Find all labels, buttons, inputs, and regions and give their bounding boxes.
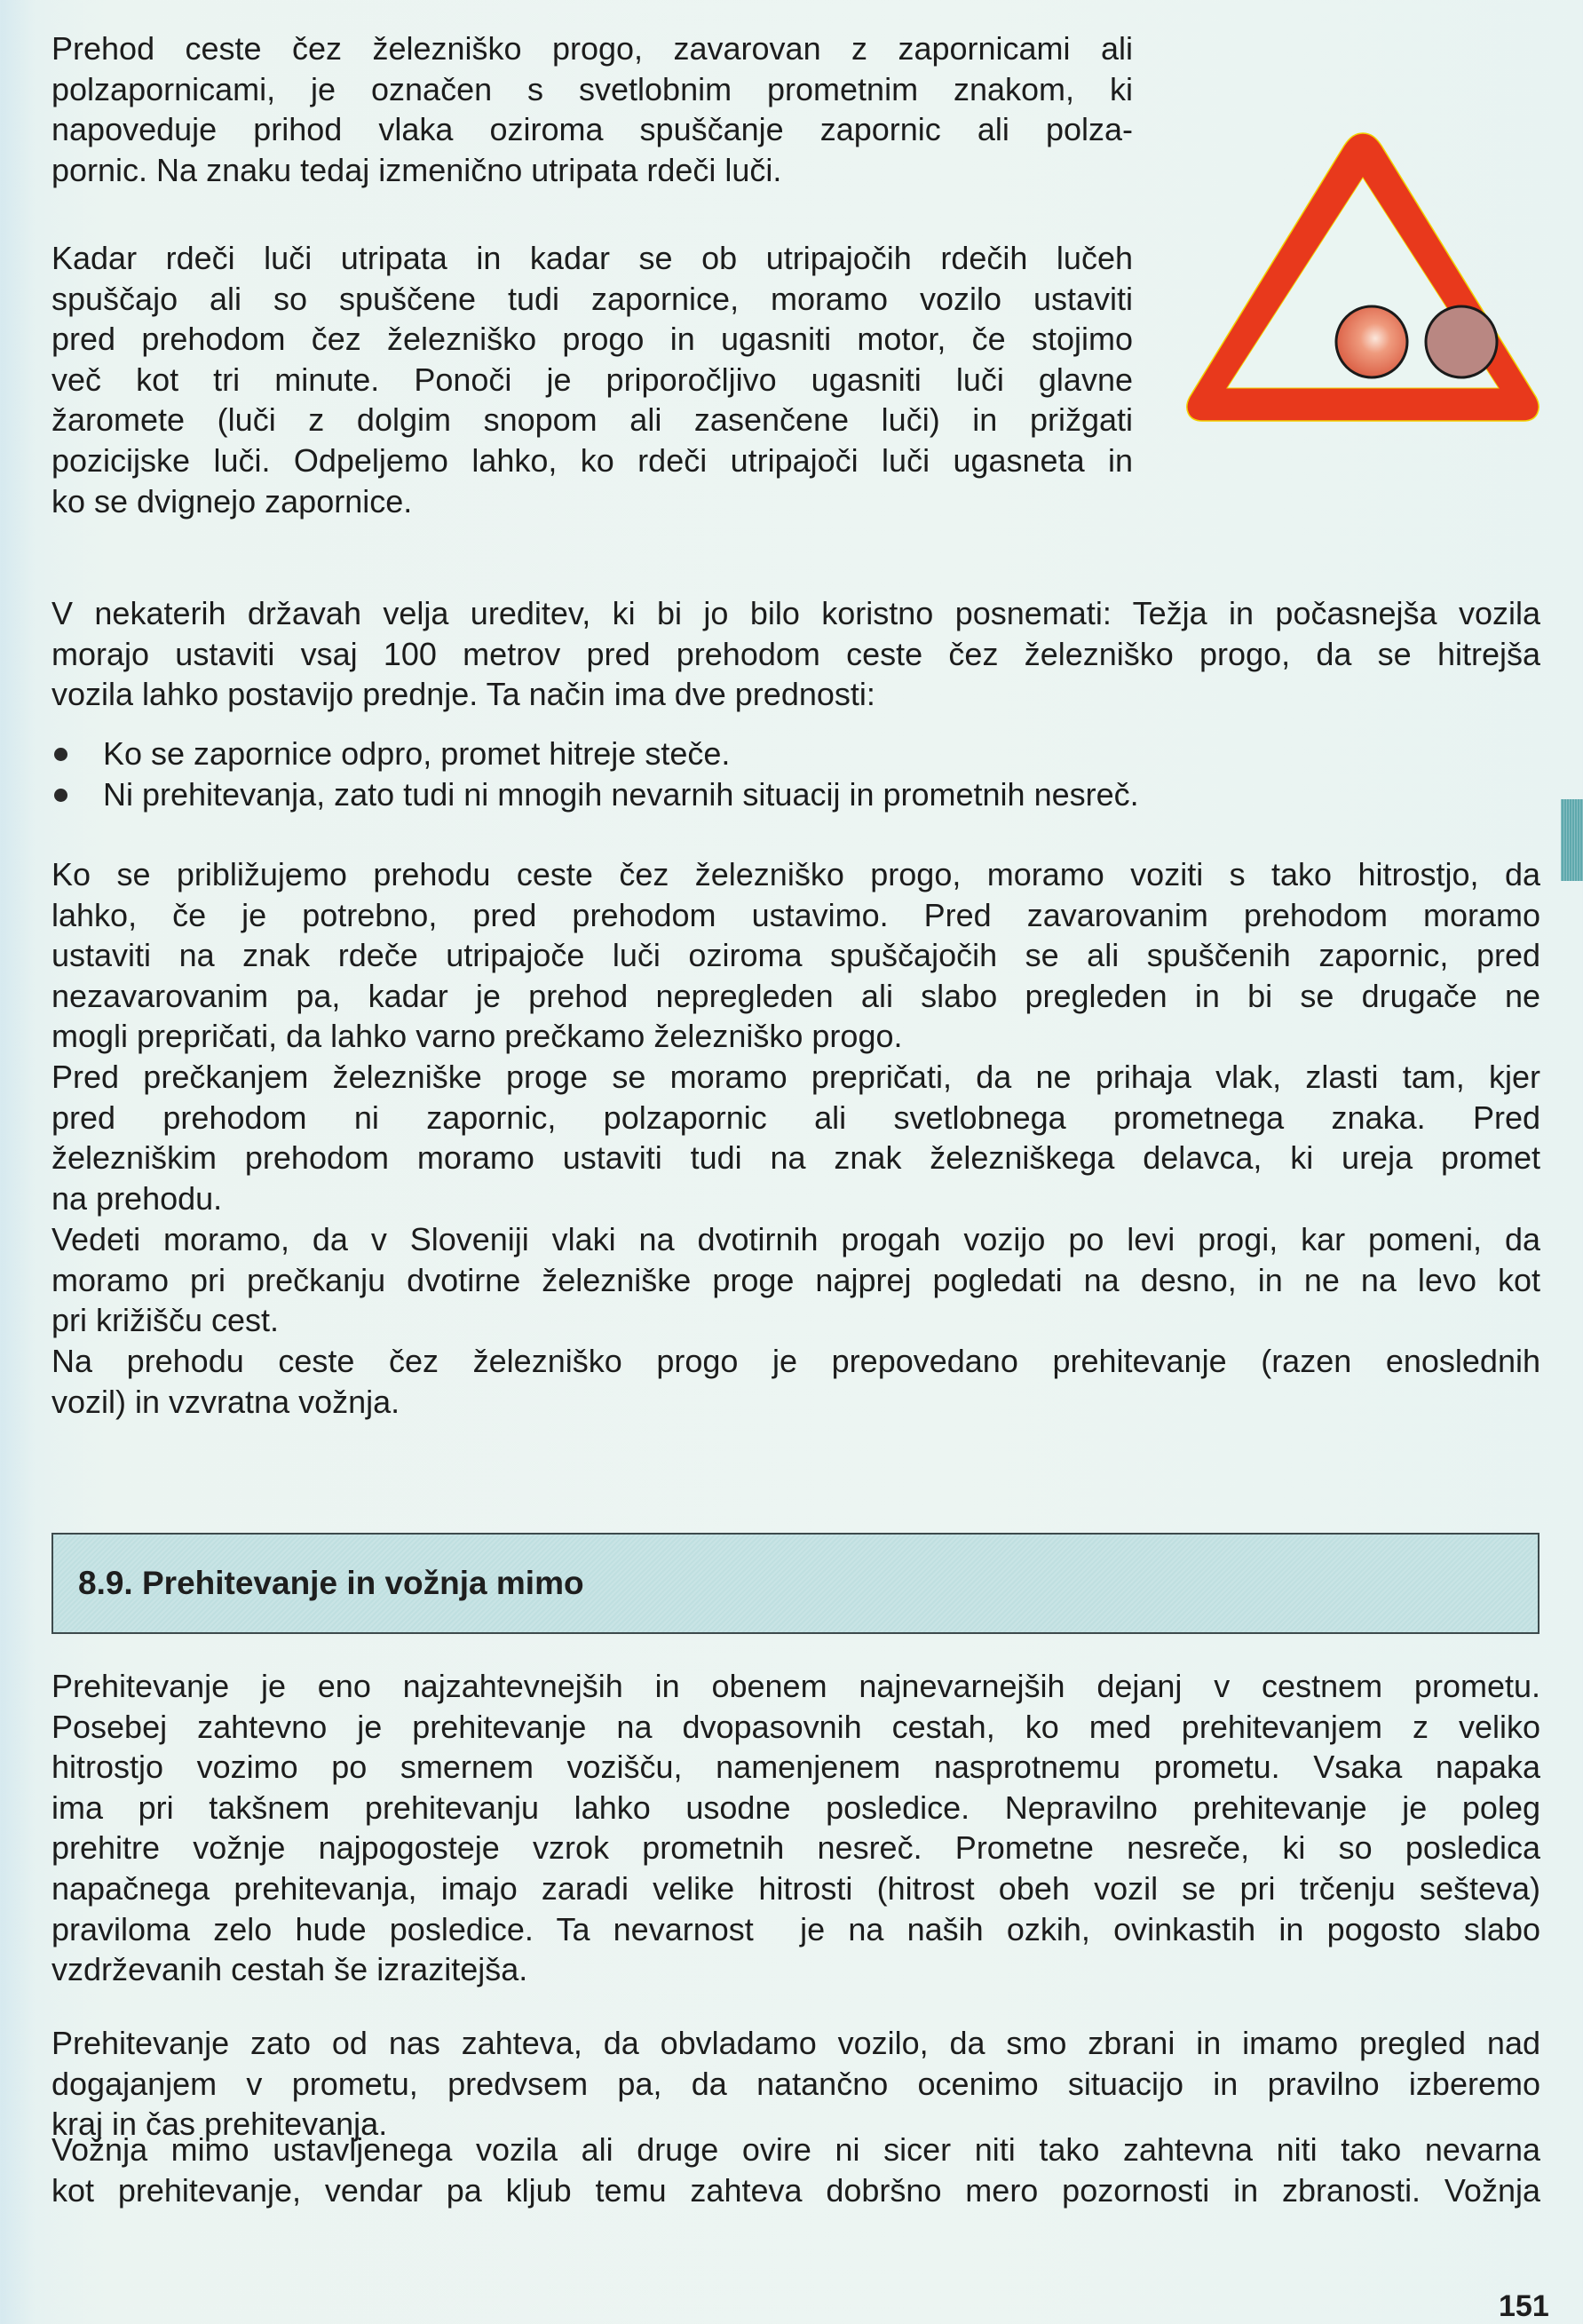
text-line: V nekaterih državah velja ureditev, ki bi jo bilo koristno posnemati: Težja in počasnejša vozila — [51, 595, 1540, 631]
text-line: spuščajo ali so spuščene tudi zapornice, moramo vozilo ustaviti — [51, 280, 1133, 317]
text-line: Ko se približujemo prehodu ceste čez železniško progo, moramo voziti s tako hitrostjo, da — [51, 856, 1540, 892]
text-line: Prehitevanje zato od nas zahteva, da obvladamo vozilo, da smo zbrani in imamo pregled nad — [51, 2025, 1540, 2061]
text-line: prehitre vožnje najpogosteje vzrok prometnih nesreč. Prometne nesreče, ki so posledica — [51, 1829, 1540, 1867]
text-line: pozicijske luči. Odpeljemo lahko, ko rdeči utripajoči luči ugasneta in — [51, 441, 1133, 479]
text-line: vzdrževanih cestah še izrazitejša. — [51, 1951, 528, 1988]
paragraph-crossing-intro — [51, 28, 1133, 190]
text-line: mogli prepričati, da lahko varno prečkamo železniško progo. — [51, 1018, 903, 1055]
chapter-tab-marker — [1561, 799, 1583, 881]
text-line: napoveduje prihod vlaka oziroma spuščanje zapornic ali polza- — [51, 111, 1133, 148]
text-line: Na prehodu ceste čez železniško progo je prepovedano prehitevanje (razen enoslednih — [51, 1343, 1540, 1379]
text-line: več kot tri minute. Ponoči je priporočljivo ugasniti luči glavne — [51, 361, 1133, 398]
text-line: kot prehitevanje, vendar pa kljub temu zahteva dobršno mero pozornosti in zbranosti. Vožnja — [51, 2171, 1540, 2209]
list-item — [51, 734, 1294, 774]
list-item — [51, 774, 1294, 815]
section-heading-box — [51, 1533, 1539, 1634]
advantages-list — [51, 734, 1294, 814]
bullet-icon — [54, 789, 67, 802]
text-line: nezavarovanim pa, kadar je prehod nepregleden ali slabo pregleden in bi se drugače ne — [51, 977, 1540, 1014]
text-line: Prehod ceste čez železniško progo, zavarovan z zapornicami ali — [51, 30, 1133, 67]
text-line: kraj in čas prehitevanja. — [51, 2106, 388, 2143]
text-line: železniškim prehodom moramo ustaviti tudi na znak železniškega delavca, ki ureja promet — [51, 1139, 1540, 1177]
paragraph-foreign-regulation — [51, 593, 1540, 715]
paragraph-overtaking-requirements — [51, 2023, 1540, 2145]
text-line: ustaviti na znak rdeče utripajoče luči oziroma spuščajočih se ali spuščenih zapornic, pred — [51, 937, 1540, 974]
text-line: polzapornicami, je označen s svetlobnim prometnim znakom, ki — [51, 70, 1133, 107]
paragraph-double-track — [51, 1219, 1540, 1341]
text-line: ima pri takšnem prehitevanju lahko usodne posledice. Nepravilno prehitevanje je poleg — [51, 1789, 1540, 1826]
text-line: Vožnja mimo ustavljenega vozila ali druge ovire ni sicer niti tako zahtevna niti tako nevarna — [51, 2131, 1540, 2168]
text-line: Vedeti moramo, da v Sloveniji vlaki na dvotirnih progah vozijo po levi progi, kar pomeni, da — [51, 1221, 1540, 1257]
text-line: pornic. Na znaku tedaj izmenično utripata rdeči luči. — [51, 151, 782, 188]
text-line: Kadar rdeči luči utripata in kadar se ob utripajočih rdečih lučeh — [51, 240, 1133, 276]
paragraph-before-crossing — [51, 1057, 1540, 1218]
paragraph-overtaking-intro — [51, 1666, 1540, 1990]
text-line: pred prehodom ni zapornic, polzapornic ali svetlobnega prometnega znaka. Pred — [51, 1099, 1540, 1136]
list-item-text: Ko se zapornice odpro, promet hitreje steče. — [103, 735, 731, 772]
text-line: vozila lahko postavijo prednje. Ta način ima dve prednosti: — [51, 676, 875, 713]
railway-crossing-warning-sign-icon — [1181, 126, 1545, 428]
text-line: dogajanjem v prometu, predvsem pa, da natančno ocenimo situacijo in pravilno izberemo — [51, 2065, 1540, 2102]
list-item-text: Ni prehitevanja, zato tudi ni mnogih nevarnih situacij in prometnih nesreč. — [103, 775, 1139, 813]
text-line: Prehitevanje je eno najzahtevnejših in obenem najnevarnejših dejanj v cestnem prometu. — [51, 1668, 1540, 1704]
section-heading: 8.9. Prehitevanje in vožnja mimo — [78, 1565, 584, 1601]
text-line: napačnega prehitevanja, imajo zaradi velike hitrosti (hitrost obeh vozil se pri trčenju sešteva) — [51, 1869, 1540, 1907]
unlit-red-light-icon — [1426, 306, 1497, 377]
text-line: ko se dvignejo zapornice. — [51, 482, 413, 520]
text-line: pri križišču cest. — [51, 1302, 280, 1339]
lit-red-light-icon — [1336, 306, 1407, 377]
text-line: praviloma zelo hude posledice. Ta nevarnost je na naših ozkih, ovinkastih in pogosto slabo — [51, 1910, 1540, 1947]
text-line: Posebej zahtevno je prehitevanje na dvopasovnih cestah, ko med prehitevanjem z veliko — [51, 1708, 1540, 1745]
text-line: na prehodu. — [51, 1179, 223, 1217]
text-line: lahko, če je potrebno, pred prehodom ustavimo. Pred zavarovanim prehodom moramo — [51, 896, 1540, 933]
text-line: žaromete (luči z dolgim snopom ali zasenčene luči) in prižgati — [51, 401, 1133, 439]
text-line: vozil) in vzvratna vožnja. — [51, 1383, 400, 1420]
paragraph-overtaking-prohibited — [51, 1341, 1540, 1422]
text-line: hitrostjo vozimo po smernem vozišču, namenjenem nasprotnemu prometu. Vsaka napaka — [51, 1749, 1540, 1786]
page-number: 151 — [1499, 2289, 1549, 2323]
text-line: Pred prečkanjem železniške proge se moramo prepričati, da ne prihaja vlak, zlasti tam, kjer — [51, 1059, 1540, 1095]
paragraph-driving-past — [51, 2130, 1540, 2210]
paragraph-flashing-lights — [51, 238, 1133, 521]
paragraph-approaching-crossing — [51, 854, 1540, 1057]
bullet-icon — [54, 748, 67, 761]
text-line: pred prehodom čez železniško progo in ugasniti motor, če stojimo — [51, 321, 1133, 358]
text-line: moramo pri prečkanju dvotirne železniške proge najprej pogledati na desno, in ne na levo kot — [51, 1261, 1540, 1298]
text-line: morajo ustaviti vsaj 100 metrov pred prehodom ceste čez železniško progo, da se hitrejša — [51, 635, 1540, 672]
